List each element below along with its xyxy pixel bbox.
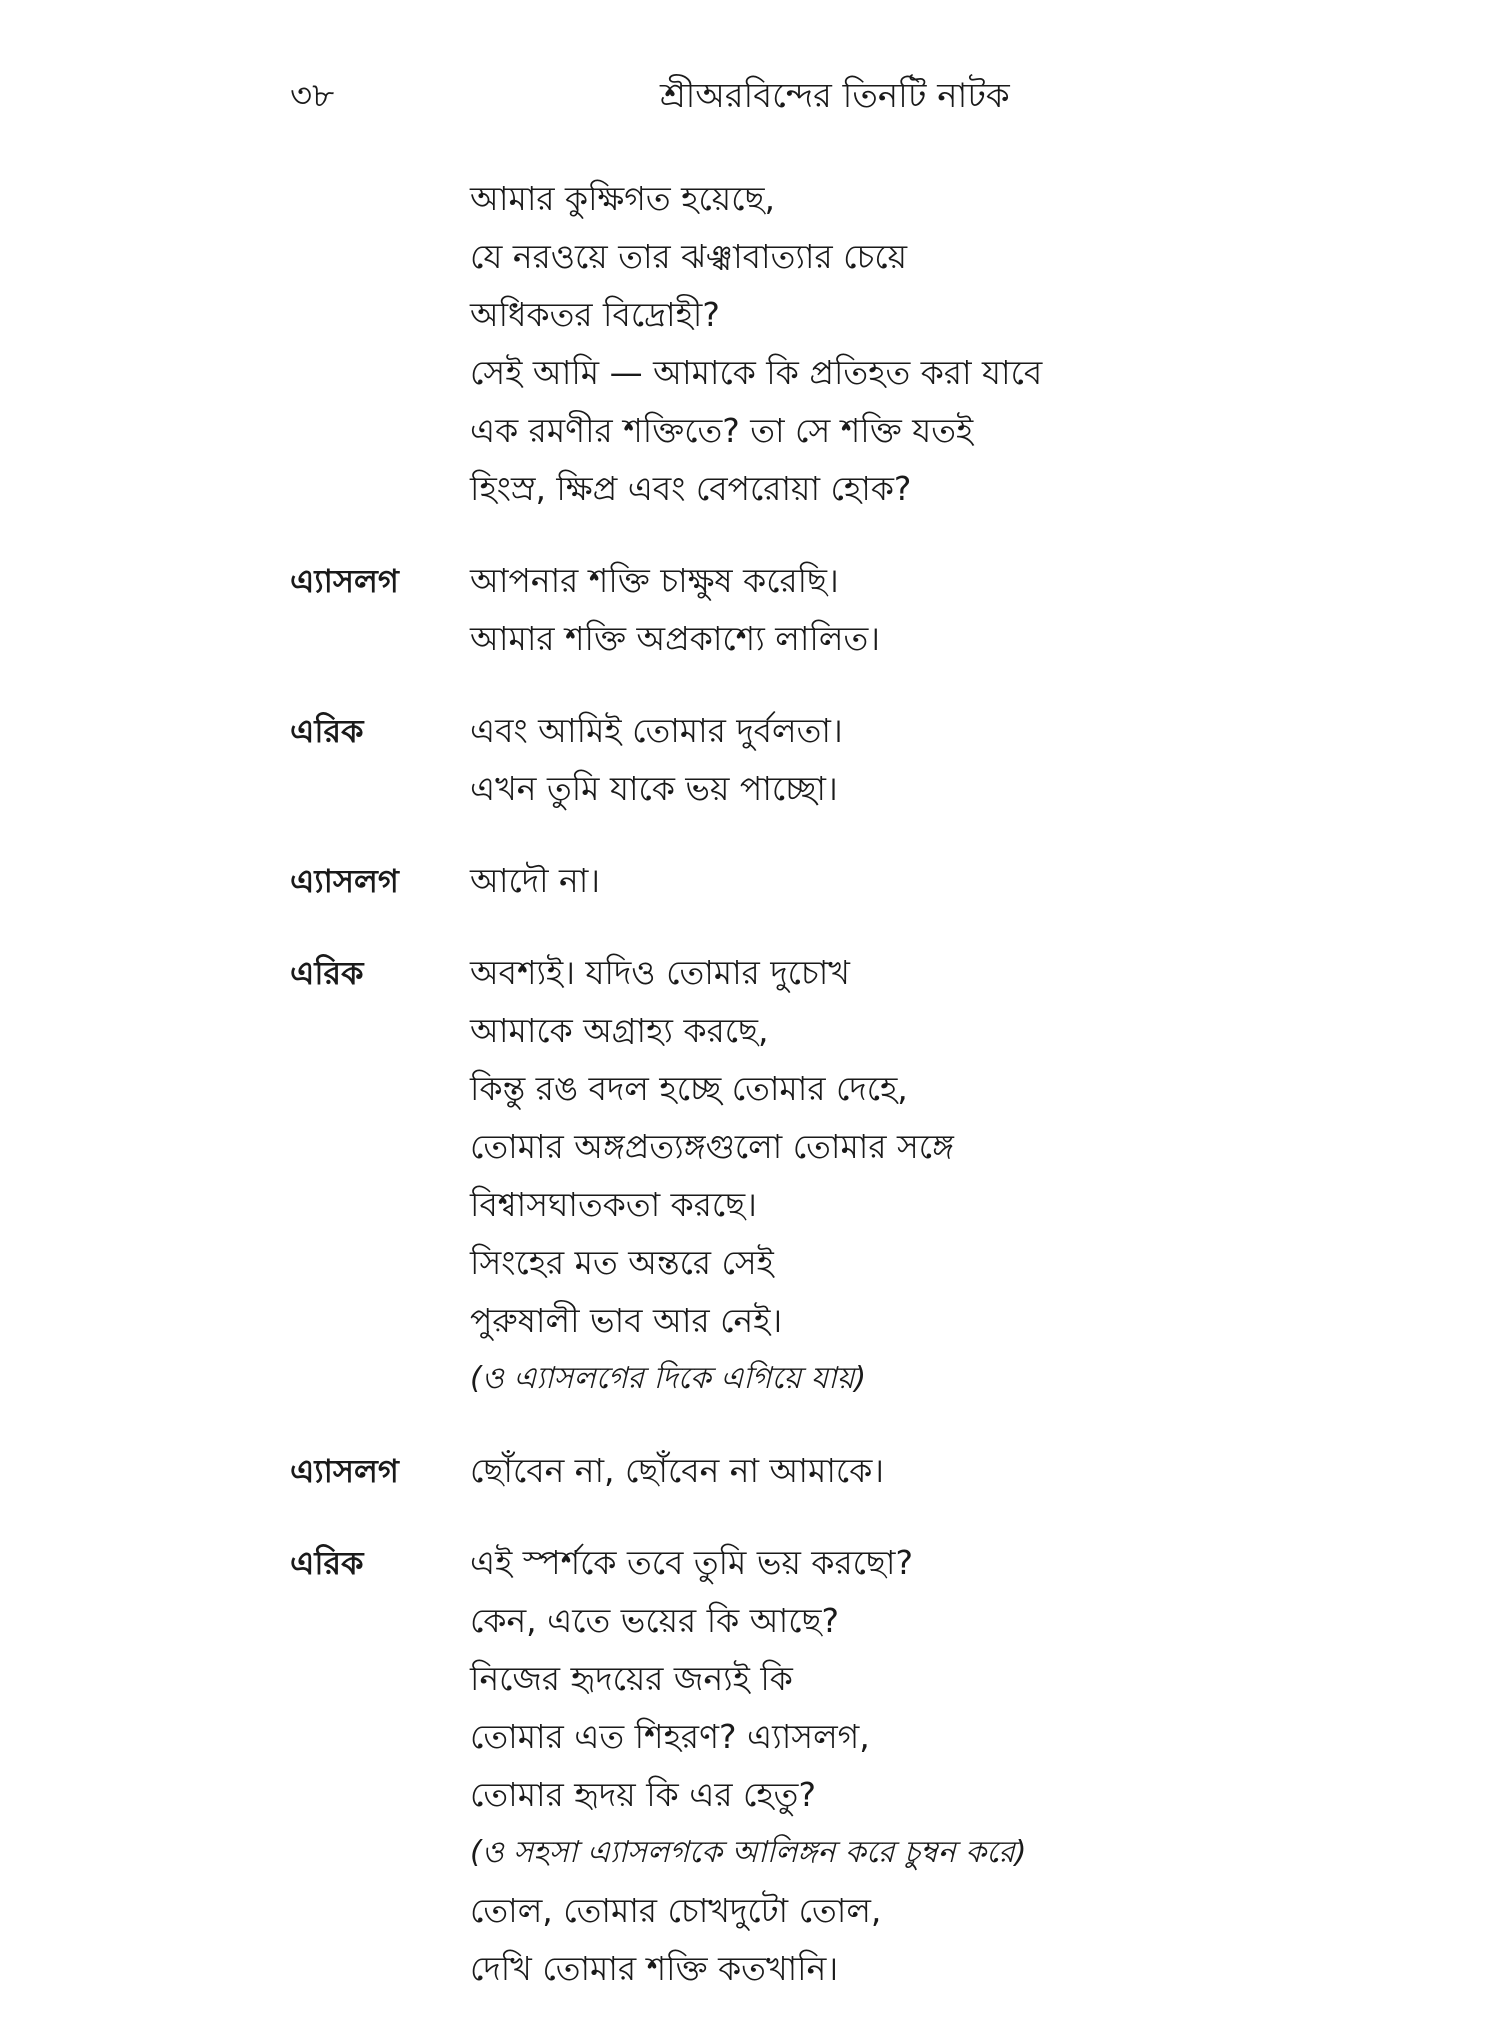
- dialogue-block: [290, 702, 1250, 818]
- dialogue-block: [290, 552, 1250, 668]
- dialogue-line: তোমার হৃদয় কি এর হেতু?: [470, 1775, 816, 1814]
- dialogue-line: আমার কুক্ষিগত হয়েছে,: [470, 179, 775, 218]
- speaker-name: এ্যাসলগ: [290, 862, 399, 900]
- speaker-name: [290, 170, 470, 518]
- dialogue-line: এক রমণীর শক্তিতে? তা সে শক্তি যতই: [470, 411, 974, 450]
- stage-direction: (ও সহসা এ্যাসলগকে আলিঙ্গন করে চুম্বন করে): [470, 1835, 1027, 1870]
- dialogue-lines: [470, 944, 1250, 1408]
- dialogue-line: যে নরওয়ে তার ঝঞ্ঝাবাত্যার চেয়ে: [470, 237, 908, 276]
- dialogue-lines: [470, 1442, 1250, 1500]
- dialogue-line: সেই আমি — আমাকে কি প্রতিহত করা যাবে: [470, 353, 1043, 392]
- speaker-name: এরিক: [290, 954, 364, 992]
- dialogue-line: কেন, এতে ভয়ের কি আছে?: [470, 1601, 839, 1640]
- dialogue-line: দেখি তোমার শক্তি কতখানি।: [470, 1949, 839, 1988]
- dialogue-line: এই স্পর্শকে তবে তুমি ভয় করছো?: [470, 1543, 913, 1582]
- dialogue-line: তোমার এত শিহরণ? এ্যাসলগ,: [470, 1717, 870, 1756]
- stage-direction: (ও এ্যাসলগের দিকে এগিয়ে যায়): [470, 1361, 867, 1396]
- play-text: [290, 170, 1250, 2032]
- dialogue-line: আপনার শক্তি চাক্ষুষ করেছি।: [470, 561, 839, 600]
- dialogue-block: [290, 852, 1250, 910]
- dialogue-lines: [470, 552, 1250, 668]
- dialogue-line: অধিকতর বিদ্রোহী?: [470, 295, 720, 334]
- dialogue-line: হিংস্র, ক্ষিপ্র এবং বেপরোয়া হোক?: [470, 469, 912, 508]
- dialogue-block: [290, 1442, 1250, 1500]
- speaker-name: এরিক: [290, 1544, 364, 1582]
- dialogue-line: সিংহের মত অন্তরে সেই: [470, 1243, 774, 1282]
- dialogue-line: পুরুষালী ভাব আর নেই।: [470, 1301, 783, 1340]
- speaker-name: এরিক: [290, 712, 364, 750]
- dialogue-lines: [470, 1534, 1250, 1998]
- dialogue-line: আদৌ না।: [470, 861, 601, 900]
- dialogue-line: আমাকে অগ্রাহ্য করছে,: [470, 1011, 769, 1050]
- dialogue-line: তোল, তোমার চোখদুটো তোল,: [470, 1891, 882, 1930]
- dialogue-line: ছোঁবেন না, ছোঁবেন না আমাকে।: [470, 1451, 885, 1490]
- dialogue-block: [290, 944, 1250, 1408]
- dialogue-line: নিজের হৃদয়ের জন্যই কি: [470, 1659, 793, 1698]
- speaker-name: এ্যাসলগ: [290, 562, 399, 600]
- dialogue-lines: [470, 702, 1250, 818]
- dialogue-line: তোমার অঙ্গপ্রত্যঙ্গগুলো তোমার সঙ্গে: [470, 1127, 954, 1166]
- dialogue-block: [290, 170, 1250, 518]
- dialogue-line: কিন্তু রঙ বদল হচ্ছে তোমার দেহে,: [470, 1069, 908, 1108]
- dialogue-line: আমার শক্তি অপ্রকাশ্যে লালিত।: [470, 619, 881, 658]
- dialogue-line: বিশ্বাসঘাতকতা করছে।: [470, 1185, 757, 1224]
- dialogue-lines: [470, 170, 1250, 518]
- dialogue-lines: [470, 852, 1250, 910]
- running-title: শ্রীঅরবিন্দের তিনটি নাটক: [660, 76, 1010, 116]
- dialogue-line: এবং আমিই তোমার দুর্বলতা।: [470, 711, 843, 750]
- page-number: ৩৮: [290, 76, 335, 116]
- page-header: [290, 70, 1060, 120]
- dialogue-line: এখন তুমি যাকে ভয় পাচ্ছো।: [470, 769, 838, 808]
- dialogue-block: [290, 1534, 1250, 1998]
- dialogue-line: অবশ্যই। যদিও তোমার দুচোখ: [470, 953, 850, 992]
- speaker-name: এ্যাসলগ: [290, 1452, 399, 1490]
